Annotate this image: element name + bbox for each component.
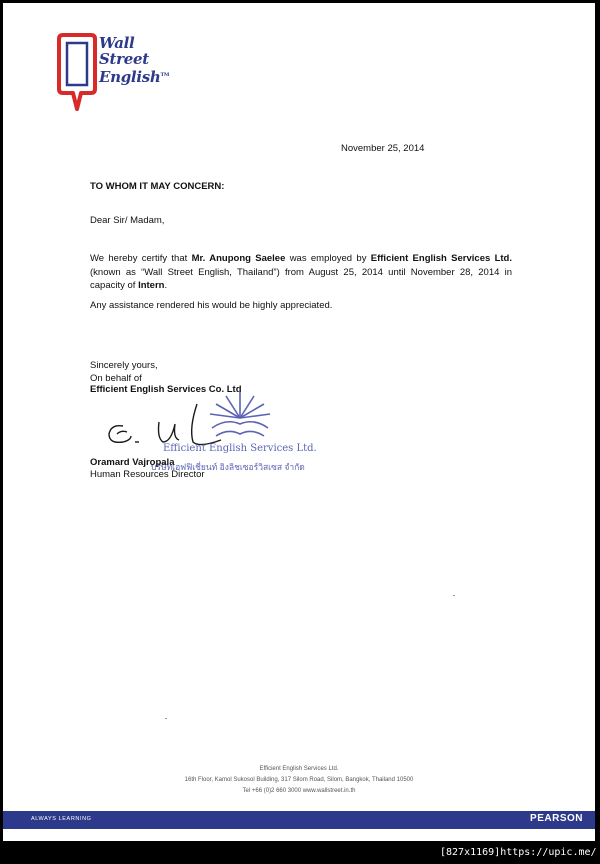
paragraph-text: was employed by	[285, 253, 371, 264]
company-signoff: Efficient English Services Co. Ltd	[90, 384, 242, 395]
paragraph-text: We hereby certify that	[90, 253, 192, 264]
employee-role: Intern	[138, 280, 165, 291]
watermark-link[interactable]: [827x1169]https://upic.me/	[436, 846, 600, 859]
paragraph-text: .	[164, 280, 168, 291]
footer-contact: Tel +66 (0)2 660 3000 www.wallstreet.in.th	[242, 788, 356, 794]
footer-company: Efficient English Services Ltd.	[259, 766, 339, 772]
paragraph-text: (known as “Wall Street English, Thailand”) from August 25, 2014 until November 28, 2014 in capacity of	[90, 266, 512, 291]
letter-page	[3, 3, 595, 841]
on-behalf-line: On behalf of	[90, 373, 142, 384]
scan-speck	[165, 718, 167, 719]
logo-wordmark	[99, 35, 179, 85]
certification-paragraph	[90, 252, 512, 293]
stamp-thai-text: บริษัทเอฟฟิเชี่ยนท์ อิงลิชเซอร์วิสเซส จำกัด	[151, 462, 305, 472]
footer-band	[3, 811, 595, 829]
signer-title: Human Resources Director	[90, 469, 205, 480]
footer-address: 16th Floor, Kamol Sukosol Building, 317 Silom Road, Silom, Bangkok, Thailand 10500	[184, 777, 414, 783]
letter-heading: TO WHOM IT MAY CONCERN:	[90, 181, 225, 192]
company-stamp-icon	[198, 388, 283, 448]
assistance-paragraph: Any assistance rendered his would be highly appreciated.	[90, 300, 333, 311]
scan-speck	[453, 595, 455, 596]
logo-word-street: Street	[99, 50, 149, 68]
footer-tagline: ALWAYS LEARNING	[31, 816, 92, 822]
employer-name: Efficient English Services Ltd.	[370, 253, 512, 264]
logo-word-wall: Wall	[99, 34, 135, 52]
employee-name: Mr. Anupong Saelee	[191, 253, 286, 264]
closing: Sincerely yours,	[90, 360, 158, 371]
signer-name: Oramard Vajropala	[90, 457, 175, 468]
logo-trademark: TM	[160, 72, 170, 78]
letter-date: November 25, 2014	[341, 143, 425, 154]
footer-brand: PEARSON	[530, 813, 583, 824]
logo-word-english: English™	[99, 68, 170, 86]
letter-salutation: Dear Sir/ Madam,	[90, 215, 165, 226]
stamp-english-text: Efficient English Services Ltd.	[163, 443, 317, 454]
